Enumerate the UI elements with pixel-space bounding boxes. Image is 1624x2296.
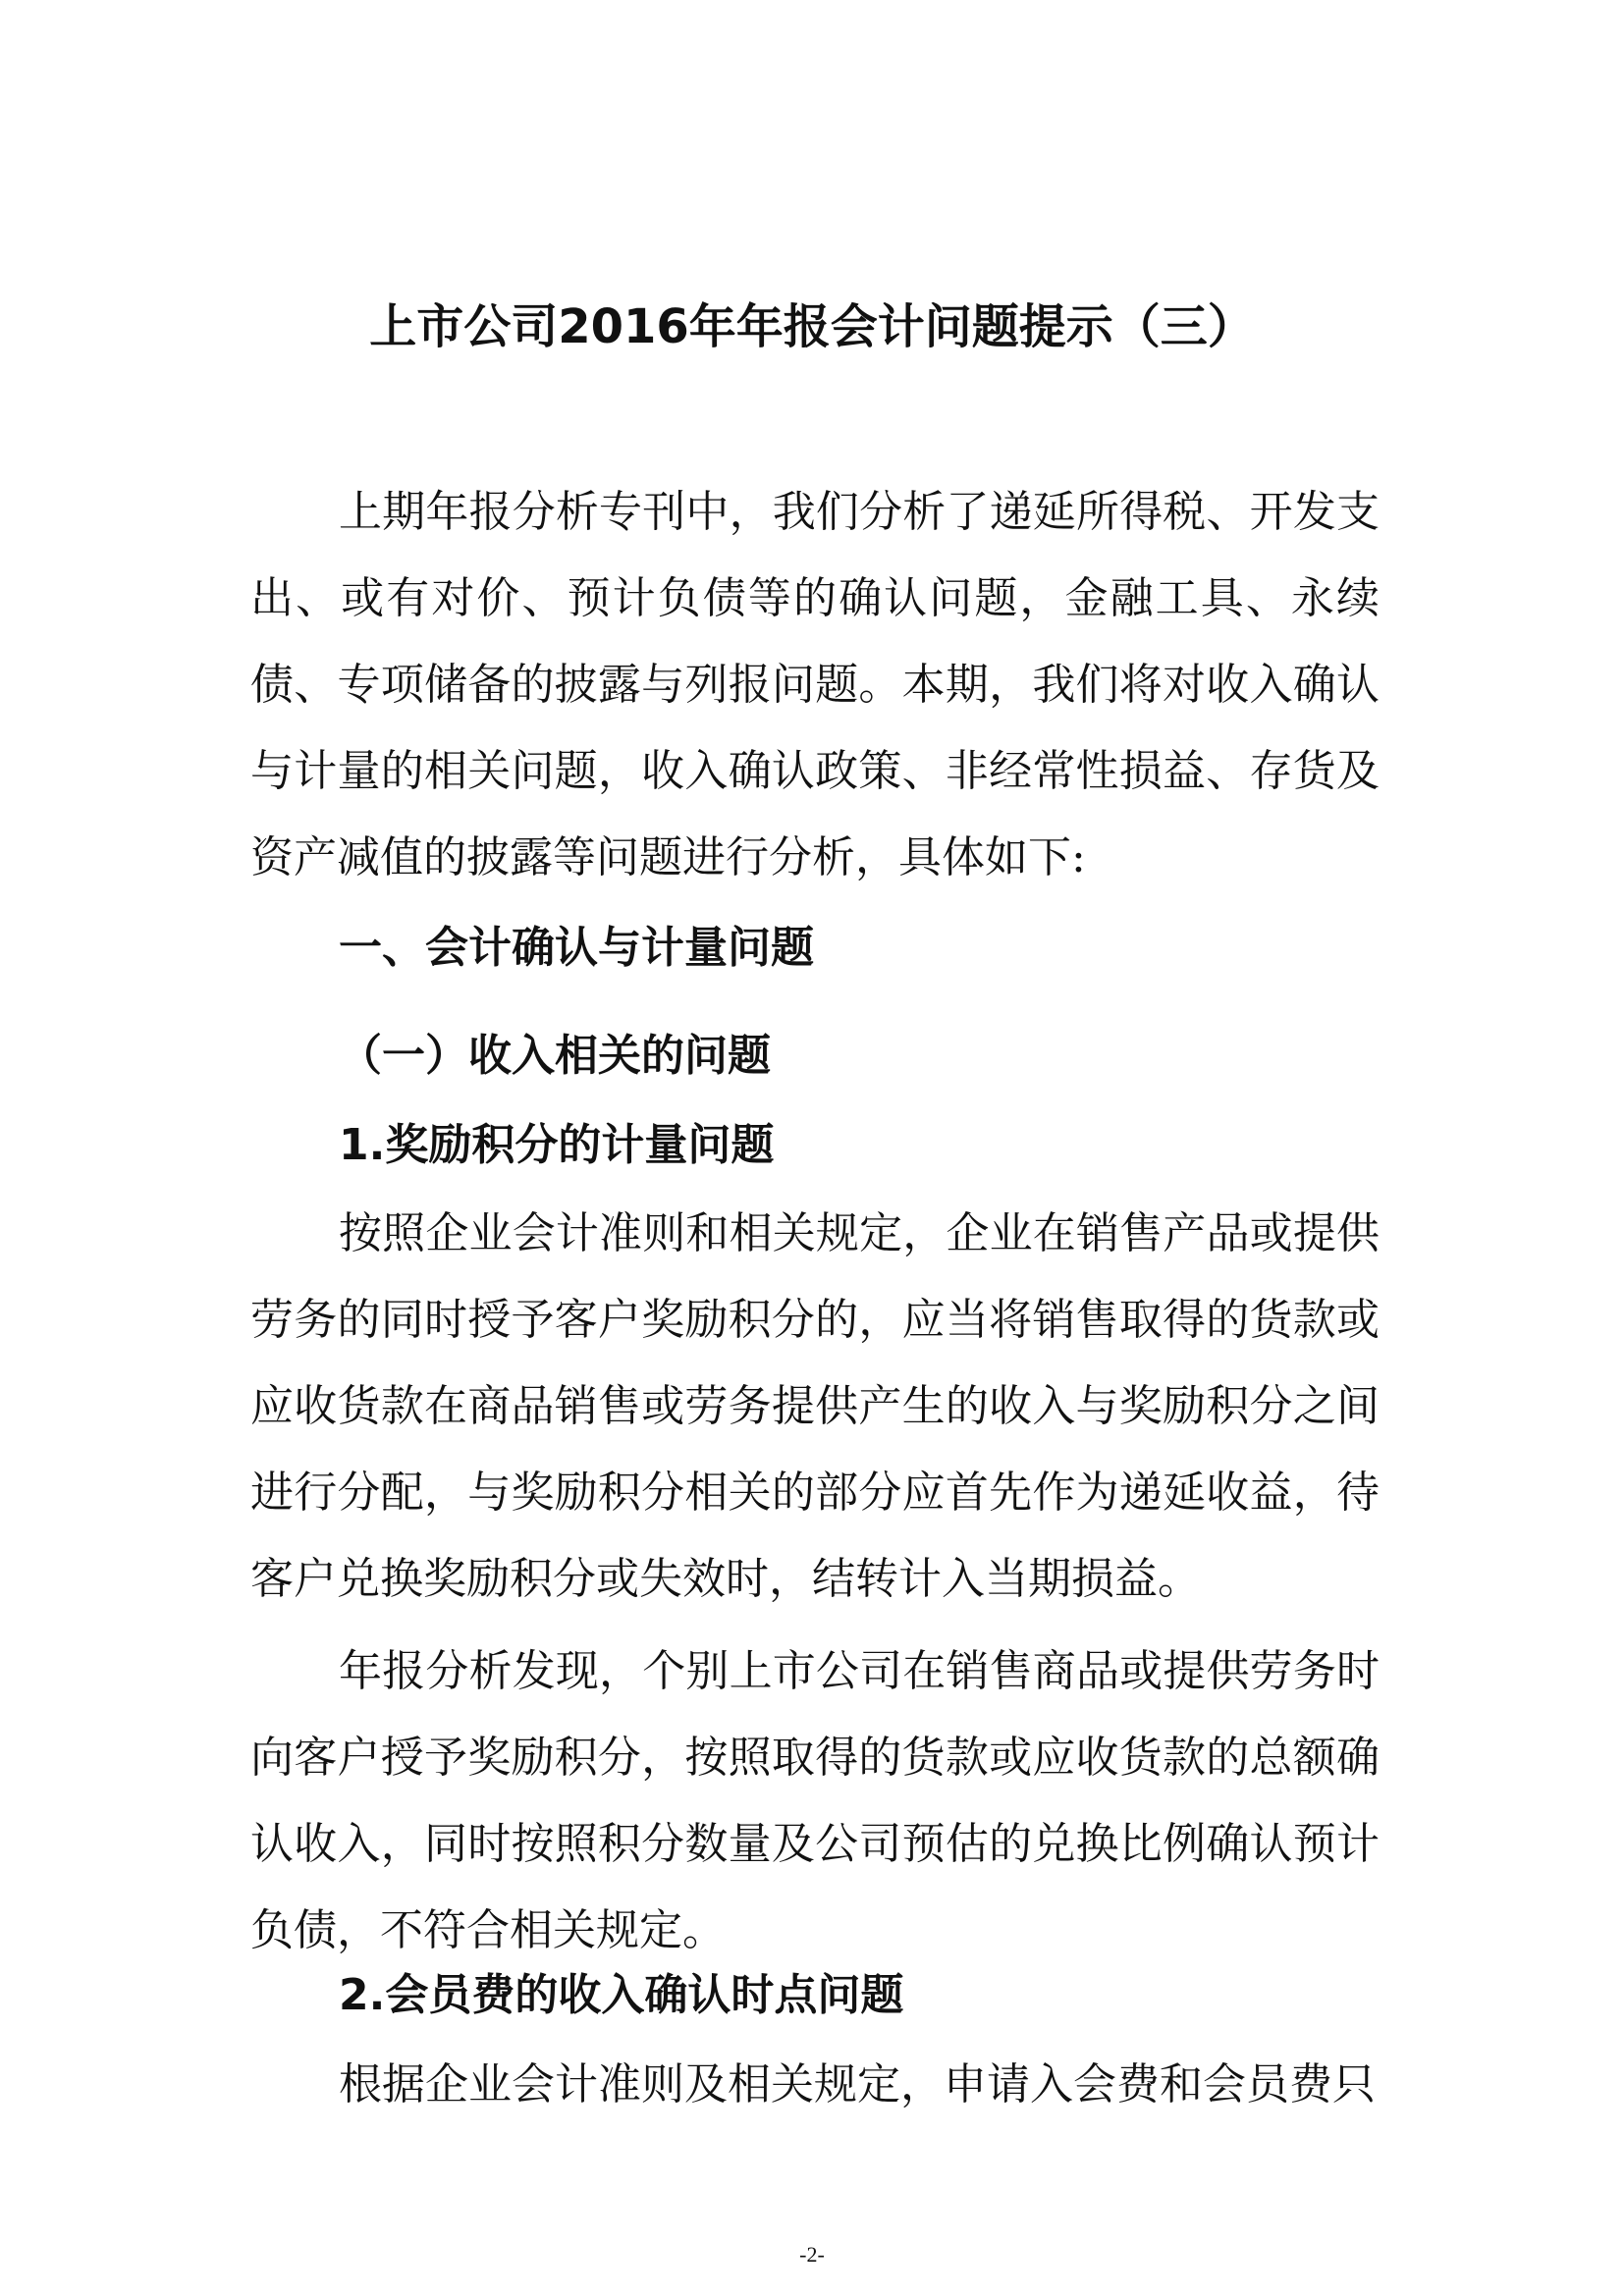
- intro-paragraph: 上期年报分析专刊中，我们分析了递延所得税、开发支出、或有对价、预计负债等的确认问题，金融工具、永续债、专项储备的披露与列报问题。本期，我们将对收入确认与计量的相关问题，收入确认政策、非经常性损益、存货及资产减值的披露等问题进行分析，具体如下:: [250, 487, 1380, 882]
- item-heading-2: 2.会员费的收入确认时点问题: [339, 1970, 904, 2020]
- section-heading-1: 一、会计确认与计量问题: [339, 923, 814, 973]
- item-heading-1: 1.奖励积分的计量问题: [339, 1120, 775, 1170]
- document-title: 上市公司2016年年报会计问题提示（三）: [369, 299, 1255, 354]
- item2-paragraph-1: 根据企业会计准则及相关规定，申请入会费和会员费只: [339, 2059, 1376, 2109]
- item1-paragraph-1: 按照企业会计准则和相关规定，企业在销售产品或提供劳务的同时授予客户奖励积分的，应当将销售取得的货款或应收货款在商品销售或劳务提供产生的收入与奖励积分之间进行分配，与奖励积分相关的部分应首先作为递延收益，待客户兑换奖励积分或失效时，结转计入当期损益。: [250, 1208, 1380, 1604]
- page-number: -2-: [799, 2242, 825, 2267]
- subsection-heading-1: （一）收入相关的问题: [339, 1031, 771, 1081]
- item1-paragraph-2: 年报分析发现，个别上市公司在销售商品或提供劳务时向客户授予奖励积分，按照取得的货款或应收货款的总额确认收入，同时按照积分数量及公司预估的兑换比例确认预计负债，不符合相关规定。: [250, 1646, 1380, 1955]
